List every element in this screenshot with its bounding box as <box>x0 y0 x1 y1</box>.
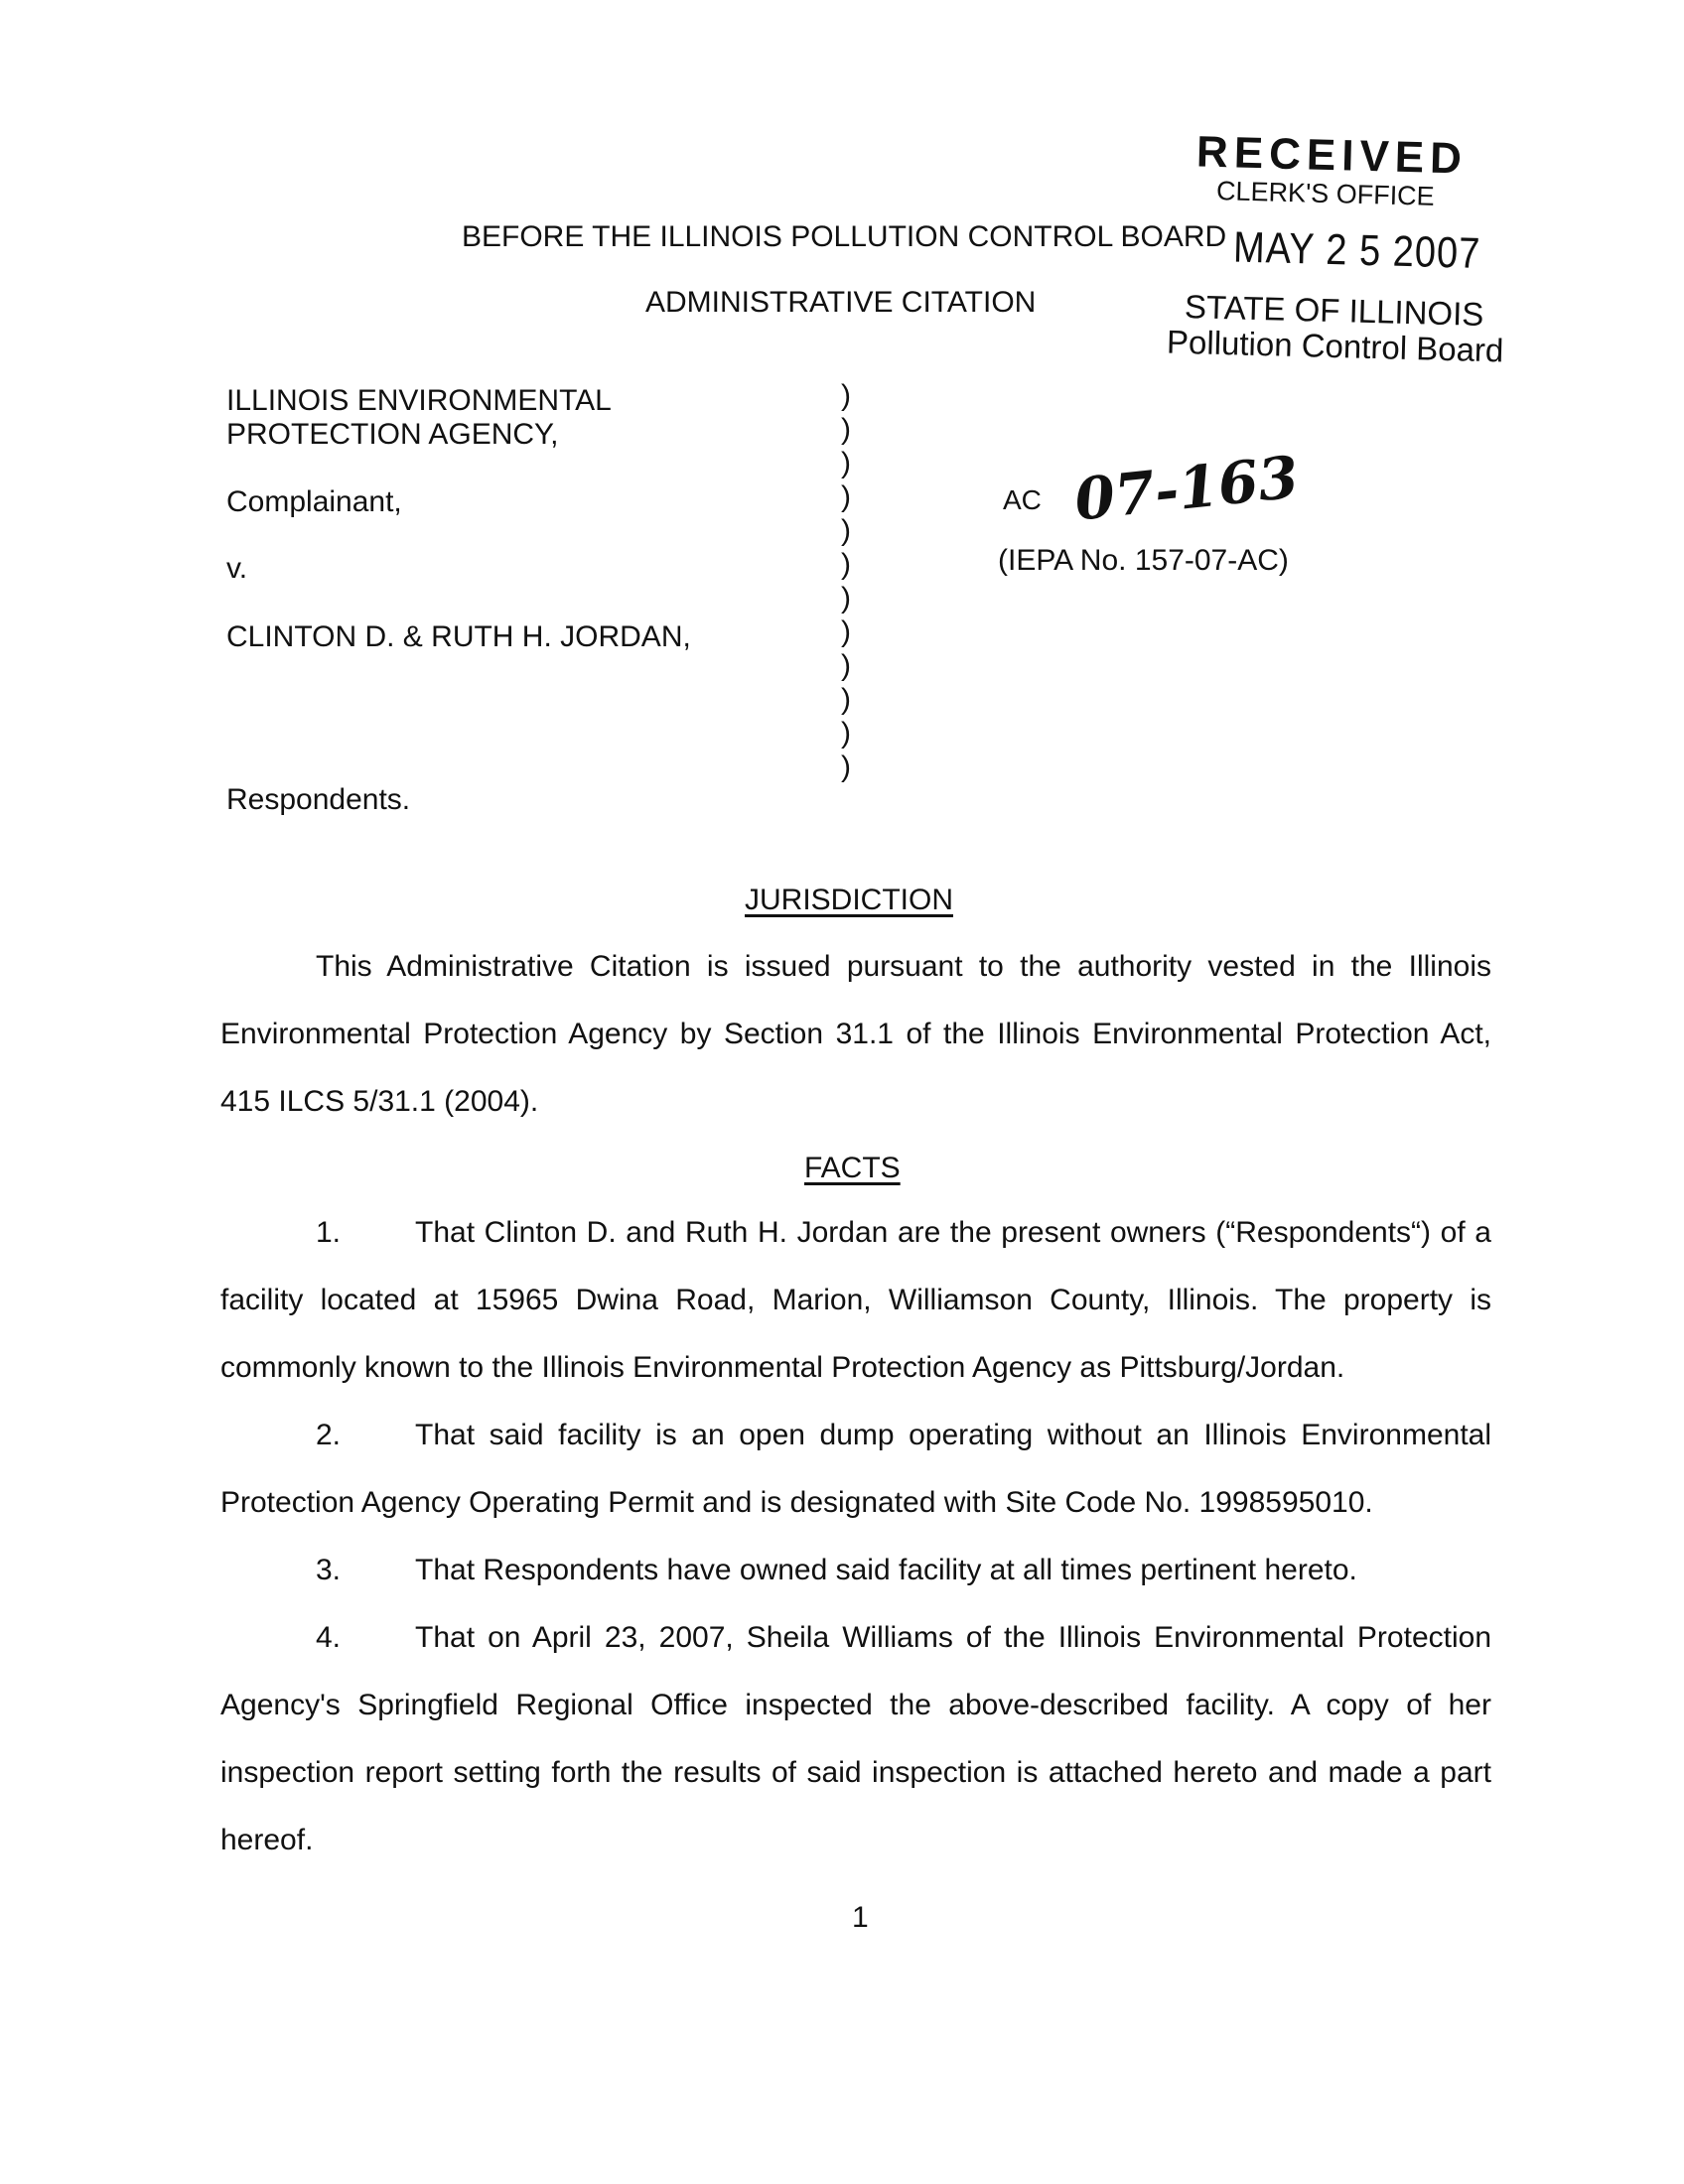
respondent-role: Respondents. <box>226 783 411 816</box>
fact-number: 3. <box>316 1554 342 1586</box>
caption-parentheses <box>841 379 861 784</box>
caption-paren: ) <box>841 480 851 513</box>
fact-number: 1. <box>316 1216 342 1249</box>
complainant-role: Complainant, <box>226 485 402 518</box>
received-stamp-office: CLERK'S OFFICE <box>1215 176 1436 211</box>
document-title: BEFORE THE ILLINOIS POLLUTION CONTROL BOARD <box>462 220 1227 253</box>
versus: v. <box>226 552 248 585</box>
case-number-handwritten: 07-163 <box>1071 443 1302 534</box>
facts-heading: FACTS <box>804 1152 901 1184</box>
complainant-name-line2: PROTECTION AGENCY, <box>226 418 559 451</box>
received-stamp-state: STATE OF ILLINOIS <box>1184 288 1484 333</box>
fact-number: 2. <box>316 1419 342 1451</box>
fact-paragraph <box>220 1537 1491 1604</box>
caption-paren: ) <box>841 615 851 648</box>
fact-text: That on April 23, 2007, Sheila Williams of the Illinois Environmental Protection Agency's Springfield Regional Office inspected the above-described facility. A copy of her inspection report setting forth the results of said inspection is attached hereto and made a part hereof. <box>220 1621 1491 1856</box>
iepa-number: (IEPA No. 157-07-AC) <box>998 544 1289 577</box>
caption-paren: ) <box>841 548 851 581</box>
case-number-prefix: AC <box>1003 484 1042 515</box>
received-stamp-title: RECEIVED <box>1195 127 1469 184</box>
respondent-name: CLINTON D. & RUTH H. JORDAN, <box>226 620 691 653</box>
fact-paragraph <box>220 1199 1491 1402</box>
fact-text: That Respondents have owned said facility at all times pertinent hereto. <box>415 1554 1357 1586</box>
fact-text: That Clinton D. and Ruth H. Jordan are the present owners (“Respondents“) of a facility located at 15965 Dwina Road, Marion, Williamson County, Illinois. The property is commonly known to the Illinois Environmental Protection Agency as Pittsburg/Jordan. <box>220 1216 1491 1384</box>
caption-paren: ) <box>841 649 851 682</box>
caption-paren: ) <box>841 751 851 783</box>
received-stamp-date: MAY 2 5 2007 <box>1232 223 1481 279</box>
fact-paragraph <box>220 1604 1491 1874</box>
fact-number: 4. <box>316 1621 342 1654</box>
jurisdiction-text: This Administrative Citation is issued pursuant to the authority vested in the Illinois Environmental Protection Agency by Section 31.1 of the Illinois Environmental Protection Act, 415 ILCS 5/31.1 (2004). <box>220 950 1491 1118</box>
caption-paren: ) <box>841 582 851 614</box>
page-number: 1 <box>852 1901 869 1934</box>
document-subtitle: ADMINISTRATIVE CITATION <box>645 286 1037 319</box>
received-stamp-board: Pollution Control Board <box>1166 323 1504 369</box>
caption-paren: ) <box>841 413 851 446</box>
caption-paren: ) <box>841 717 851 750</box>
fact-text: That said facility is an open dump operating without an Illinois Environmental Protection Agency Operating Permit and is designated with Site Code No. 1998595010. <box>220 1419 1491 1519</box>
caption-paren: ) <box>841 683 851 716</box>
fact-paragraph <box>220 1402 1491 1537</box>
caption-paren: ) <box>841 514 851 547</box>
caption-paren: ) <box>841 379 851 412</box>
jurisdiction-paragraph <box>220 933 1491 1136</box>
caption-paren: ) <box>841 447 851 479</box>
complainant-name-line1: ILLINOIS ENVIRONMENTAL <box>226 384 612 417</box>
jurisdiction-heading: JURISDICTION <box>745 884 953 916</box>
